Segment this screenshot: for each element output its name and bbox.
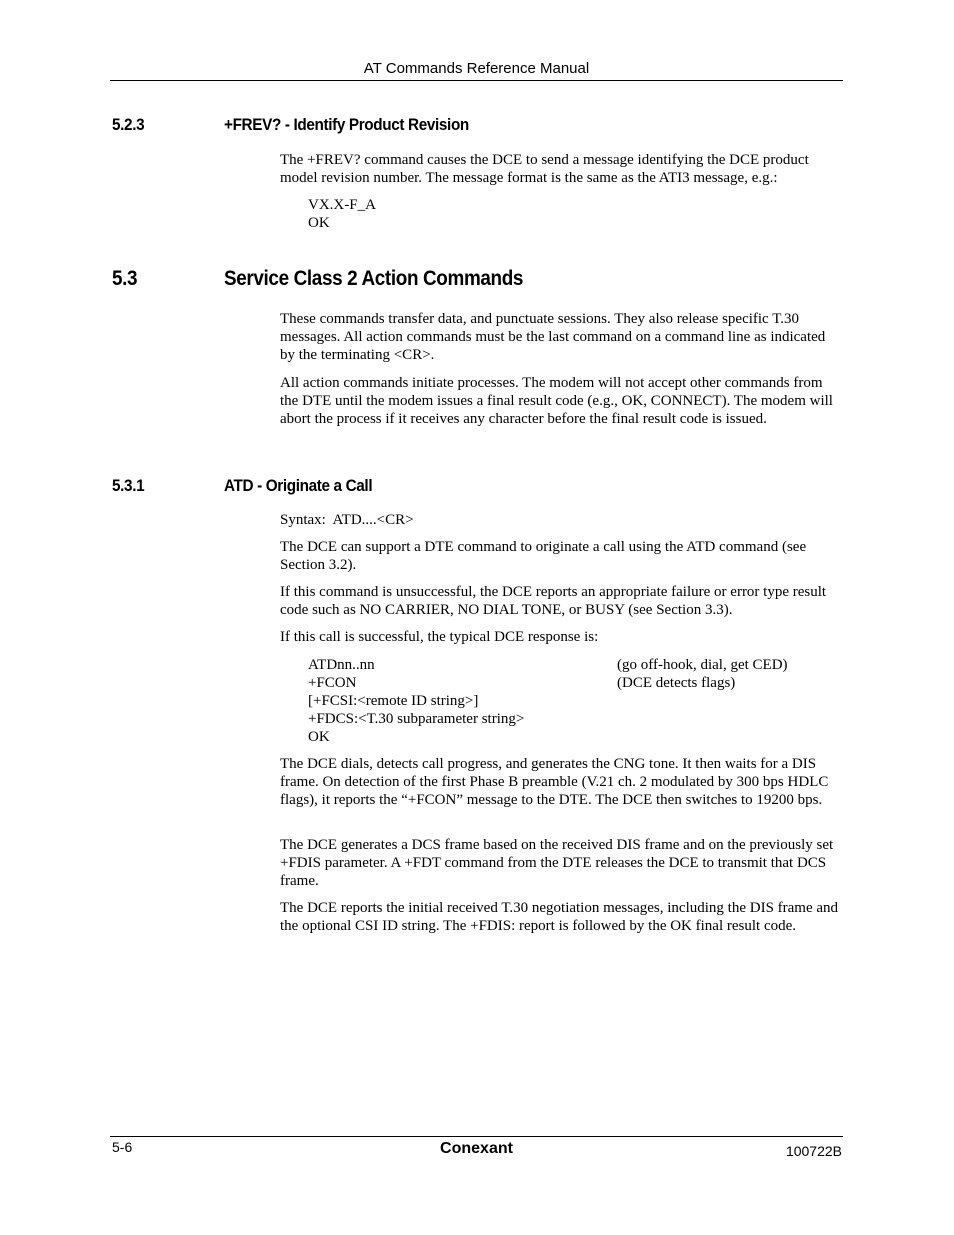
response-line: +FDCS:<T.30 subparameter string>: [308, 711, 525, 727]
example-line: OK: [308, 215, 330, 231]
section-523-paragraph: The +FREV? command causes the DCE to send a message identifying the DCE product model revision number. The message format is the same as the ATI3 message, e.g.:: [280, 152, 809, 186]
section-531-paragraph: The DCE reports the initial received T.30 negotiation messages, including the DIS frame and the optional CSI ID string. The +FDIS: report is followed by the OK final result code.: [280, 900, 839, 934]
company-name: Conexant: [440, 1140, 513, 1157]
response-code-block: [308, 656, 524, 746]
footer-rule: [110, 1136, 843, 1137]
section-531-title: ATD - Originate a Call: [224, 476, 373, 495]
response-note: (go off-hook, dial, get CED): [617, 657, 788, 673]
section-53-paragraph: These commands transfer data, and punctuate sessions. They also release specific T.30 messages. All action commands must be the last command on a command line as indicated by the terminating <CR>.: [280, 311, 826, 363]
section-531-paragraph: The DCE can support a DTE command to originate a call using the ATD command (see Section 3.2).: [280, 539, 807, 573]
section-531-number: 5.3.1: [112, 476, 145, 495]
section-53-paragraph: All action commands initiate processes. The modem will not accept other commands from the DTE until the modem issues a final result code (e.g., OK, CONNECT). The modem will abort the process if it receives any character before the final result code is issued.: [280, 375, 833, 427]
example-line: VX.X-F_A: [308, 197, 376, 213]
section-531-paragraph: The DCE generates a DCS frame based on the received DIS frame and on the previously set +FDIS parameter. A +FDT command from the DTE releases the DCE to transmit that DCS frame.: [280, 837, 834, 889]
response-line: [+FCSI:<remote ID string>]: [308, 693, 479, 709]
running-header: AT Commands Reference Manual: [363, 60, 590, 77]
response-line: ATDnn..nn: [308, 657, 375, 673]
section-53-number: 5.3: [112, 267, 138, 290]
document-number: 100722B: [785, 1143, 842, 1159]
section-53-title: Service Class 2 Action Commands: [224, 267, 524, 290]
section-531-paragraph: If this call is successful, the typical DCE response is:: [280, 629, 599, 645]
section-531-paragraph: The DCE dials, detects call progress, and generates the CNG tone. It then waits for a DIS frame. On detection of the first Phase B preamble (V.21 ch. 2 modulated by 300 bps HDLC flags), it reports the “+FCON” message to the DTE. The DCE then switches to 19200 bps.: [280, 756, 829, 808]
response-notes: [617, 656, 788, 692]
section-531-paragraph: If this command is unsuccessful, the DCE reports an appropriate failure or error type result code such as NO CARRIER, NO DIAL TONE, or BUSY (see Section 3.3).: [280, 584, 827, 618]
syntax-line: Syntax: ATD....<CR>: [280, 512, 414, 528]
page-number: 5-6: [112, 1139, 133, 1155]
section-523-title: +FREV? - Identify Product Revision: [224, 115, 469, 134]
response-note: (DCE detects flags): [617, 675, 736, 691]
section-523-number: 5.2.3: [112, 115, 145, 134]
section-523-example: [308, 196, 376, 232]
header-rule: [110, 80, 843, 81]
response-line: OK: [308, 729, 330, 745]
response-line: +FCON: [308, 675, 357, 691]
